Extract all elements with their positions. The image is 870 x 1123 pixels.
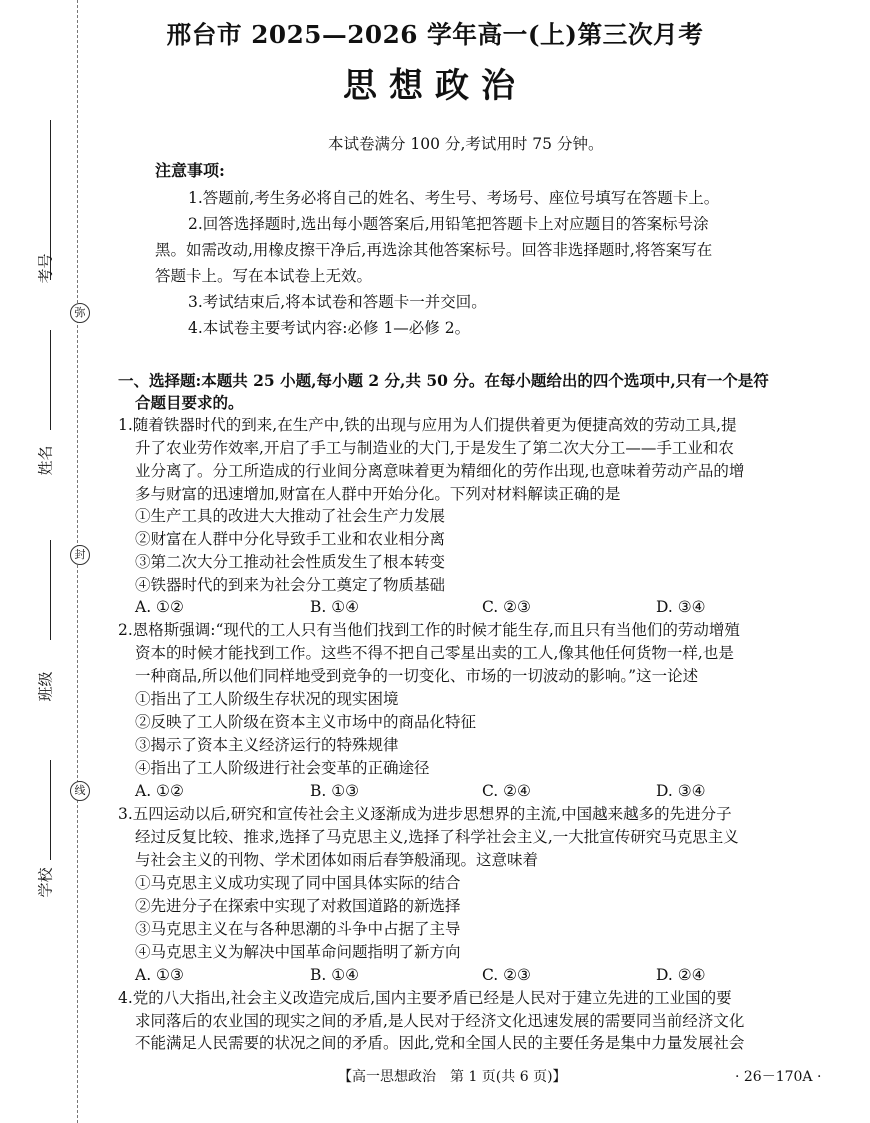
question-2-item: ③揭示了资本主义经济运行的特殊规律 (135, 736, 399, 754)
notice-line: 4.本试卷主要考试内容:必修 1—必修 2。 (188, 319, 471, 337)
question-3-stem: 3.五四运动以后,研究和宣传社会主义逐渐成为进步思想界的主流,中国越来越多的先进分子 (118, 805, 732, 823)
school-label: 学校 (36, 867, 55, 898)
question-4-stem: 求同落后的农业国的现实之间的矛盾,是人民对于经济文化迅速发展的需要同当前经济文化 (135, 1012, 745, 1030)
question-3-option-c: C. ②③ (482, 966, 531, 984)
score-time-note: 本试卷满分 100 分,考试用时 75 分钟。 (328, 135, 604, 153)
section-heading-cont: 合题目要求的。 (135, 393, 244, 412)
name-label: 姓名 (36, 445, 55, 476)
question-2-option-d: D. ③④ (656, 782, 706, 800)
question-1-option-b: B. ①④ (310, 598, 360, 616)
section-heading: 一、选择题:本题共 25 小题,每小题 2 分,共 50 分。在每小题给出的四个选项中,只有一个是符 (118, 371, 769, 390)
question-2-option-c: C. ②④ (482, 782, 531, 800)
question-1-stem: 升了农业劳作效率,开启了手工与制造业的大门,于是发生了第二次大分工——手工业和农 (135, 439, 734, 457)
question-2-stem: 一种商品,所以他们同样地受到竞争的一切变化、市场的一切波动的影响。”这一论述 (135, 667, 699, 685)
page-info: 【高一思想政治 第 1 页(共 6 页)】 (338, 1069, 567, 1085)
question-2-option-b: B. ①③ (310, 782, 360, 800)
exam-code: · 26－170A · (735, 1069, 822, 1085)
question-1-item: ③第二次大分工推动社会性质发生了根本转变 (135, 553, 446, 571)
question-3-stem: 经过反复比较、推求,选择了马克思主义,选择了科学社会主义,一大批宣传研究马克思主义 (135, 828, 739, 846)
question-3-option-a: A. ①③ (135, 966, 184, 984)
seal-mark-mi: 弥 (70, 303, 90, 323)
exam-number-label: 考号 (36, 253, 55, 284)
name-write-line (50, 330, 51, 430)
exam-title: 邢台市 2025—2026 学年高一(上)第三次月考 (166, 20, 704, 49)
question-4-stem: 4.党的八大指出,社会主义改造完成后,国内主要矛盾已经是人民对于建立先进的工业国的要 (118, 989, 732, 1007)
question-3-item: ④马克思主义为解决中国革命问题指明了新方向 (135, 943, 461, 961)
subject-title: 思想政治 (343, 66, 527, 106)
question-2-stem: 资本的时候才能找到工作。这些不得不把自己零星出卖的工人,像其他任何货物一样,也是 (135, 644, 734, 662)
question-2-stem: 2.恩格斯强调:“现代的工人只有当他们找到工作的时候才能生存,而且只有当他们的劳动增殖 (118, 621, 740, 639)
notice-line: 1.答题前,考生务必将自己的姓名、考生号、考场号、座位号填写在答题卡上。 (188, 189, 720, 207)
question-1-item: ①生产工具的改进大大推动了社会生产力发展 (135, 507, 446, 525)
notice-line: 答题卡上。写在本试卷上无效。 (155, 267, 373, 285)
question-2-item: ①指出了工人阶级生存状况的现实困境 (135, 690, 399, 708)
question-3-option-b: B. ①④ (310, 966, 360, 984)
question-3-item: ①马克思主义成功实现了同中国具体实际的结合 (135, 874, 461, 892)
question-2-item: ④指出了工人阶级进行社会变革的正确途径 (135, 759, 430, 777)
school-write-line (50, 760, 51, 860)
question-4-stem: 不能满足人民需要的状况之间的矛盾。因此,党和全国人民的主要任务是集中力量发展社会 (135, 1034, 745, 1052)
question-1-option-d: D. ③④ (656, 598, 706, 616)
question-3-option-d: D. ②④ (656, 966, 706, 984)
question-1-item: ②财富在人群中分化导致手工业和农业相分离 (135, 530, 446, 548)
class-write-line (50, 540, 51, 640)
question-3-stem: 与社会主义的刊物、学术团体如雨后春笋般涌现。这意味着 (135, 851, 539, 869)
question-1-stem: 多与财富的迅速增加,财富在人群中开始分化。下列对材料解读正确的是 (135, 485, 621, 503)
class-label: 班级 (36, 671, 55, 702)
seal-mark-xian: 线 (70, 781, 90, 801)
notice-line: 2.回答选择题时,选出每小题答案后,用铅笔把答题卡上对应题目的答案标号涂 (188, 215, 709, 233)
question-1-item: ④铁器时代的到来为社会分工奠定了物质基础 (135, 576, 446, 594)
question-3-item: ③马克思主义在与各种思潮的斗争中占据了主导 (135, 920, 461, 938)
question-2-option-a: A. ①② (135, 782, 184, 800)
question-2-item: ②反映了工人阶级在资本主义市场中的商品化特征 (135, 713, 477, 731)
notice-line: 3.考试结束后,将本试卷和答题卡一并交回。 (188, 293, 487, 311)
notice-line: 黑。如需改动,用橡皮擦干净后,再选涂其他答案标号。回答非选择题时,将答案写在 (155, 241, 713, 259)
question-3-item: ②先进分子在探索中实现了对救国道路的新选择 (135, 897, 461, 915)
seal-mark-feng: 封 (70, 545, 90, 565)
question-1-stem: 业分离了。分工所造成的行业间分离意味着更为精细化的劳作出现,也意味着劳动产品的增 (135, 462, 745, 480)
question-1-option-c: C. ②③ (482, 598, 531, 616)
question-1-option-a: A. ①② (135, 598, 184, 616)
question-1-stem: 1.随着铁器时代的到来,在生产中,铁的出现与应用为人们提供着更为便捷高效的劳动工具,提 (118, 416, 737, 434)
notice-title: 注意事项: (155, 161, 225, 180)
